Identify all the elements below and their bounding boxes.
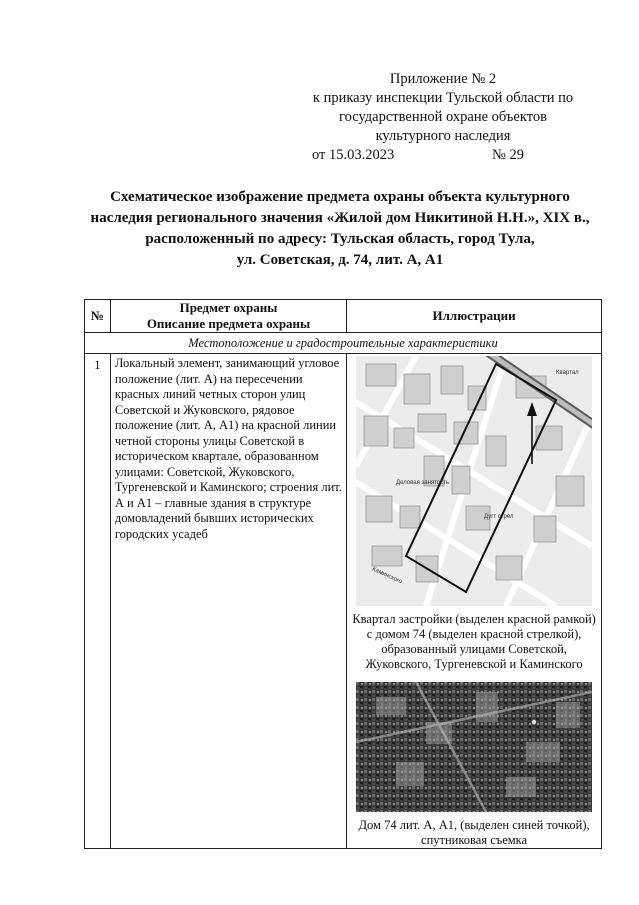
map-label-delovaya: Деловая занятость bbox=[396, 480, 450, 486]
col-header-subject-line1: Предмет охраны bbox=[179, 300, 278, 315]
table-header-row bbox=[85, 300, 602, 333]
street-map-image bbox=[356, 356, 592, 606]
title-line-2: наследия регионального значения «Жилой дом Никитиной Н.Н.», XIX в., bbox=[90, 210, 590, 226]
header-line-2: к приказу инспекции Тульской области по bbox=[312, 90, 574, 106]
title-line-3: расположенный по адресу: Тульская область, город Тула, bbox=[145, 231, 535, 247]
title-line-4: ул. Советская, д. 74, лит. А, А1 bbox=[236, 252, 444, 268]
row-illustrations bbox=[347, 354, 602, 849]
satellite-image bbox=[356, 682, 592, 812]
row-number: 1 bbox=[85, 354, 111, 849]
col-header-subject-line2: Описание предмета охраны bbox=[146, 316, 311, 331]
header-line-4: культурного наследия bbox=[375, 128, 511, 144]
document-title bbox=[70, 187, 610, 271]
map-label-kaminsk: Каминского bbox=[371, 566, 403, 586]
row-description: Локальный элемент, занимающий угловое положение (лит. А) на пересечении красных линий четных сторон улиц Советской и Жуковского, рядовое положение (лит. А, А1) на красной линии четной стороны улицы Советской в историческом квартале, образованном улицами: Советской, Жуковского, Тургеневской и Каминского; строения лит. А и А1 – главные здания в структуре домовладений бывших исторических городских усадеб bbox=[110, 354, 346, 849]
section-title: Местоположение и градостроительные характеристики bbox=[85, 333, 602, 354]
order-number: № 29 bbox=[492, 147, 524, 163]
protection-subject-table bbox=[84, 299, 602, 849]
map-label-mgupt: Дугт стрел bbox=[484, 514, 514, 520]
order-date: от 15.03.2023 bbox=[312, 147, 395, 163]
satellite-caption: Дом 74 лит. А, А1, (выделен синей точкой), спутниковая съемка bbox=[358, 818, 590, 847]
attachment-header bbox=[288, 70, 598, 146]
satellite-illustration bbox=[356, 682, 592, 817]
col-header-num: № bbox=[85, 300, 111, 333]
title-line-1: Схематическое изображение предмета охраны объекта культурного bbox=[110, 189, 570, 205]
header-line-3: государственной охране объектов bbox=[339, 109, 547, 125]
map-caption: Квартал застройки (выделен красной рамкой) с домом 74 (выделен красной стрелкой), образованный улицами Советской, Жуковского, Тургеневской и Каминского bbox=[352, 612, 596, 671]
col-header-subject bbox=[110, 300, 346, 333]
section-row bbox=[85, 333, 602, 354]
map-illustration bbox=[356, 356, 592, 611]
table-row bbox=[85, 354, 602, 849]
col-header-illustrations: Иллюстрации bbox=[347, 300, 602, 333]
header-line-1: Приложение № 2 bbox=[389, 71, 497, 87]
map-label-kvartal: Квартал bbox=[556, 370, 579, 376]
